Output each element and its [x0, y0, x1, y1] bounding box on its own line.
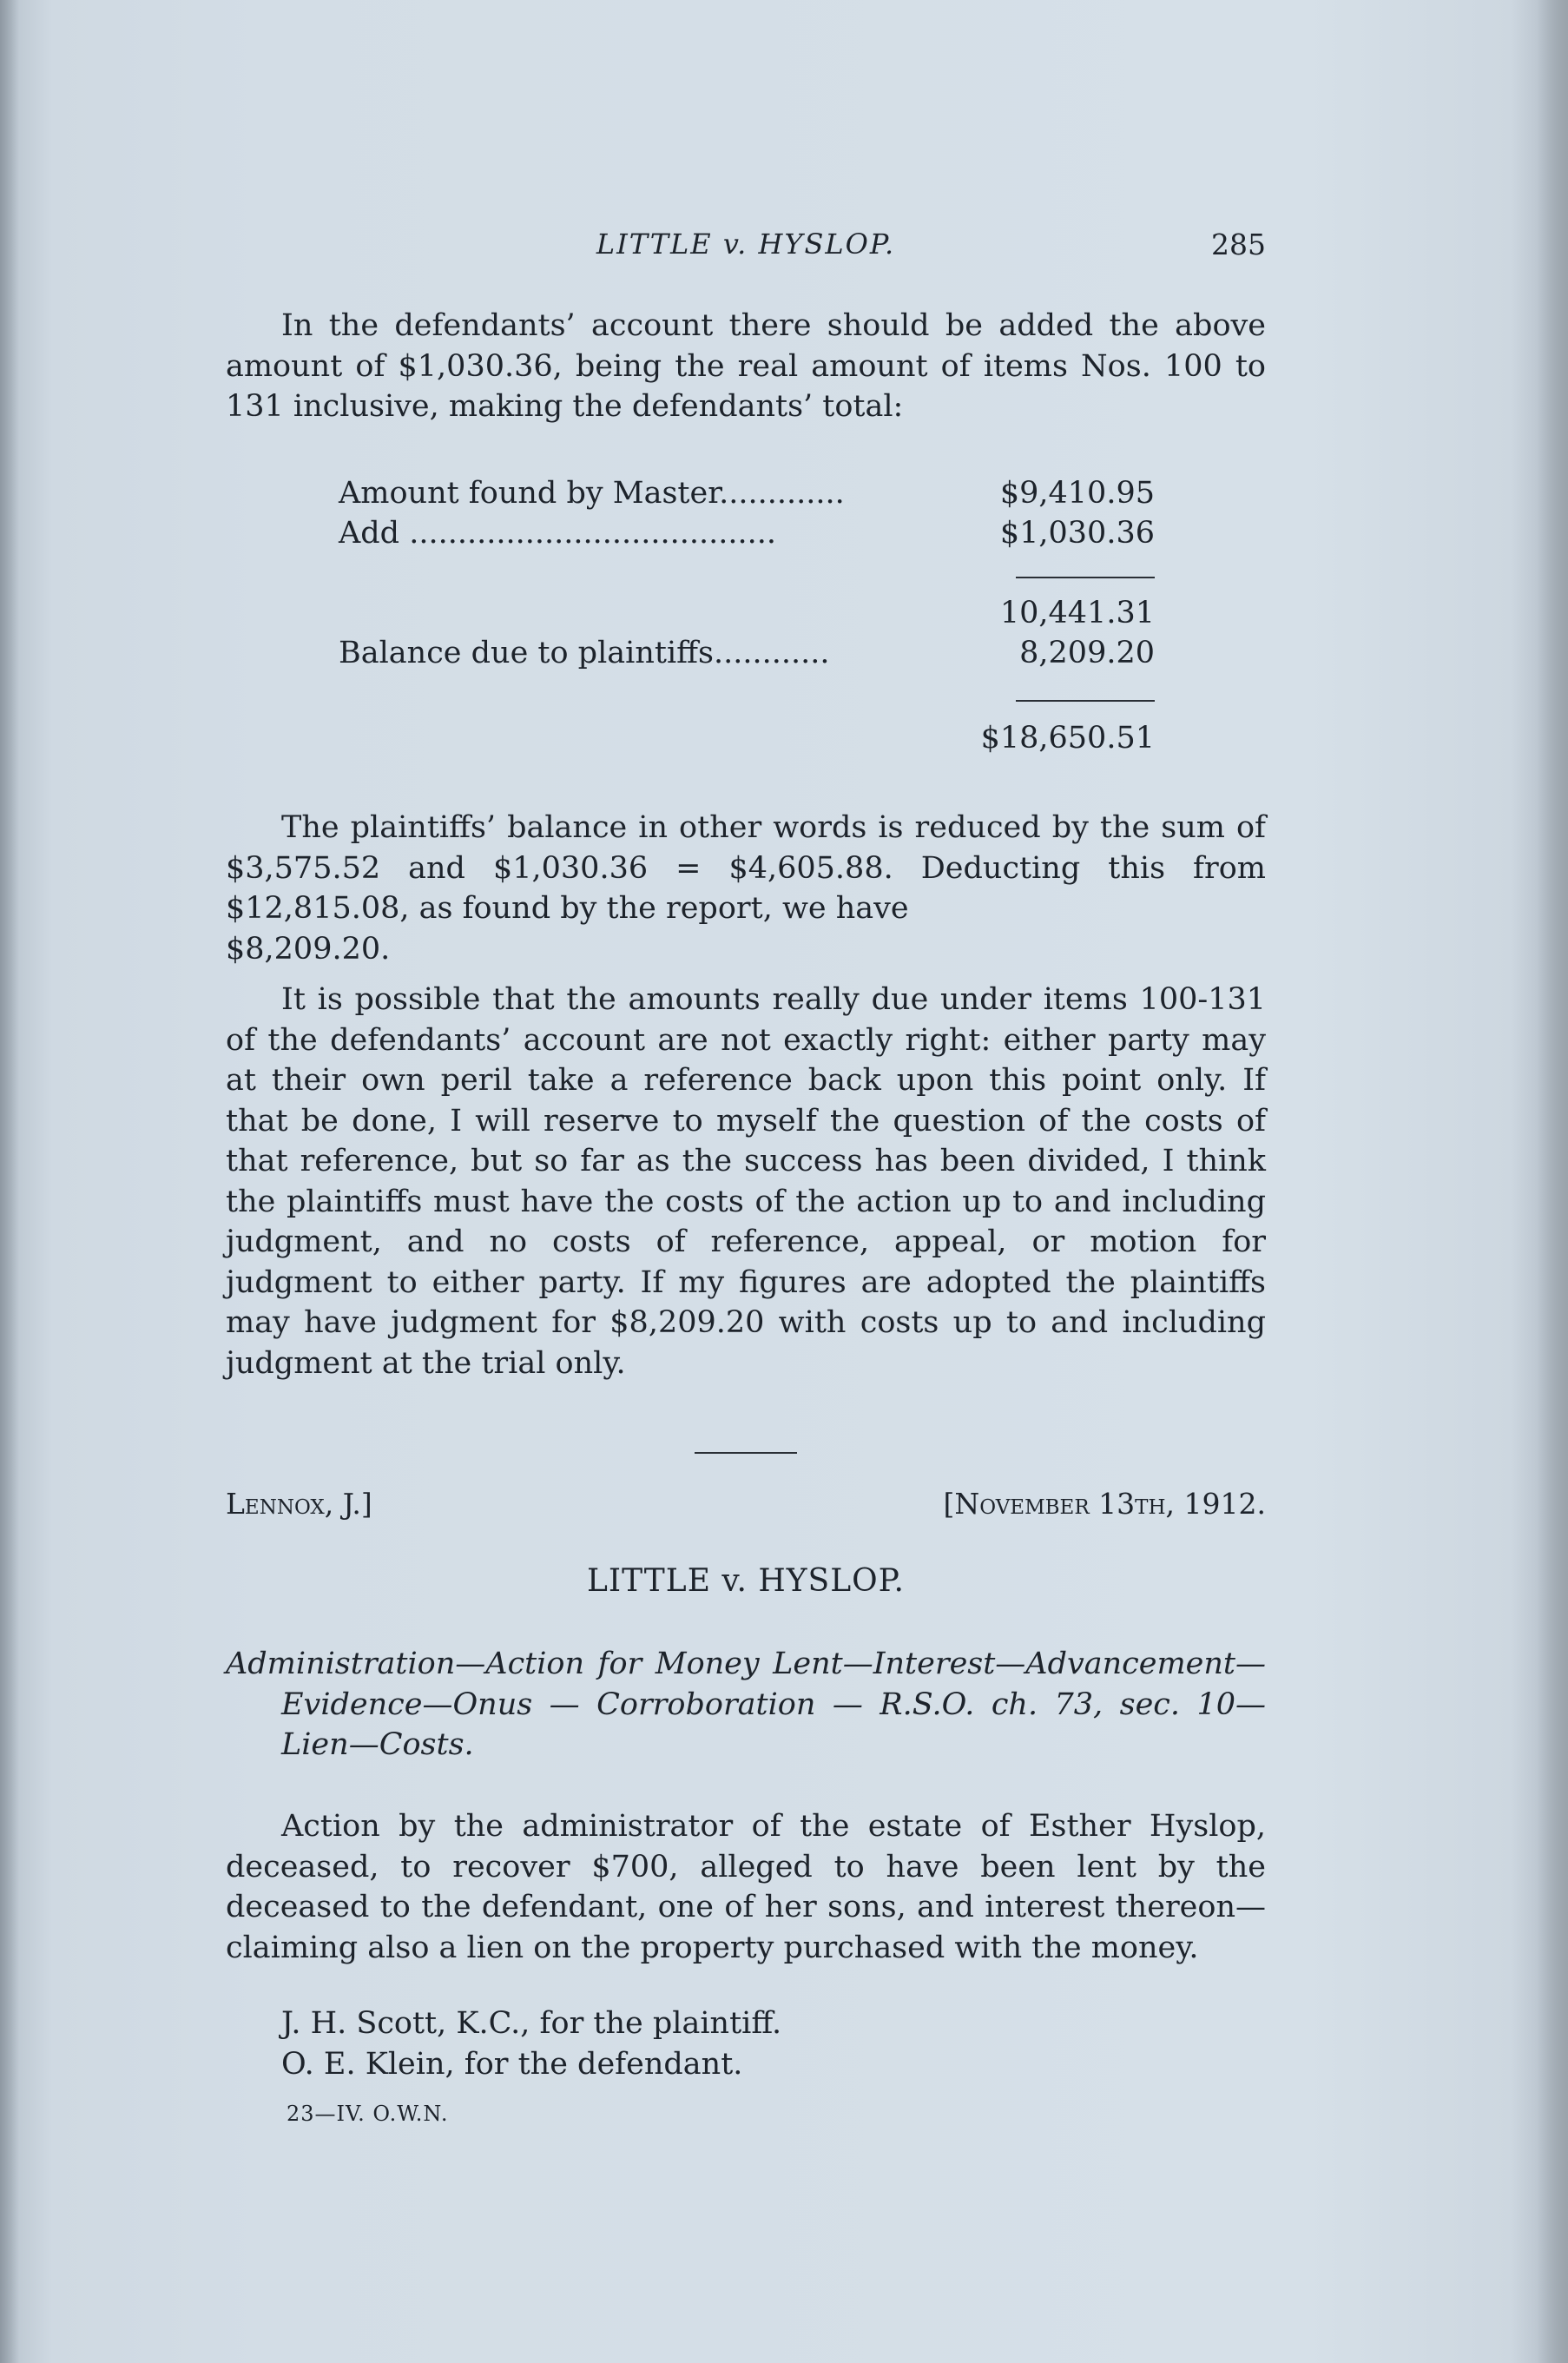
account-label: Add ......................................: [339, 516, 776, 551]
paragraph-judgment: It is possible that the amounts really due under items 100-131 of the defendants’ account are not exactly right: either party may at their own peril take a reference back upon this point only. If that be done, I will reserve to myself the question of the costs of that reference, but so far as the success has been divided, I think the plaintiffs must have the costs of the action up to and including judgment, and no costs of reference, appeal, or motion for judgment to either party. If my figures are adopted the plaintiffs may have judgment for $8,209.20 with costs up to and including judgment at the trial only.: [226, 982, 1266, 1381]
account-row-amount: [339, 476, 1155, 516]
decision-date: [November 13th, 1912.: [943, 1487, 1266, 1521]
case-title: LITTLE v. HYSLOP.: [586, 1563, 905, 1599]
counsel-plaintiff: J. H. Scott, K.C., for the plaintiff.: [281, 2006, 782, 2041]
headnote: [226, 1644, 1266, 1766]
account-value: 8,209.20: [1019, 636, 1155, 670]
paragraph-result: $8,209.20.: [226, 932, 391, 967]
account-row-total: [339, 721, 1155, 761]
account-value: $1,030.36: [999, 516, 1155, 551]
page-header: [226, 228, 1266, 271]
counsel-defendant: O. E. Klein, for the defendant.: [281, 2047, 743, 2082]
account-row-subtotal: [339, 596, 1155, 636]
paragraph-plaintiffs-balance: [226, 808, 1266, 929]
account-label: Amount found by Master.............: [339, 476, 845, 511]
running-head: LITTLE v. HYSLOP.: [596, 228, 896, 261]
account-label: Balance due to plaintiffs............: [339, 636, 830, 670]
account-row-balance: [339, 636, 1155, 676]
page-binding-shadow: [0, 0, 19, 2363]
account-value: 10,441.31: [999, 596, 1155, 630]
page-number: 285: [1211, 228, 1266, 261]
paragraph-action: Action by the administrator of the estate of Esther Hyslop, deceased, to recover $700, alleged to have been lent by the deceased to the defendant, one of her sons, and interest thereon—claiming also a lien on the property purchased with the money.: [226, 1809, 1266, 1965]
page-edge-shadow: [1537, 0, 1568, 2363]
account-value: $9,410.95: [999, 476, 1155, 511]
headnote-text: Administration—Action for Money Lent—Interest—Advancement—Evidence—Onus — Corroboration — R.S.O. ch. 73, sec. 10—Lien—Costs.: [226, 1647, 1266, 1762]
account-value: $18,650.51: [980, 721, 1155, 756]
sum-rule: [1016, 700, 1155, 702]
judge-name: Lennox, J.]: [226, 1487, 372, 1521]
paragraph-text: The plaintiffs’ balance in other words is reduced by the sum of $3,575.52 and $1,030.36 = $4,605.88. Deducting this from $12,815.08, as found by the report, we have: [226, 810, 1266, 926]
paragraph-defendants-account: In the defendants’ account there should be added the above amount of $1,030.36, being the real amount of items Nos. 100 to 131 inclusive, making the defendants’ total:: [226, 308, 1266, 424]
section-divider: [695, 1452, 797, 1454]
signature-mark: 23—IV. O.W.N.: [287, 2102, 449, 2126]
account-row-add: [339, 516, 1155, 556]
sum-rule: [1016, 577, 1155, 578]
